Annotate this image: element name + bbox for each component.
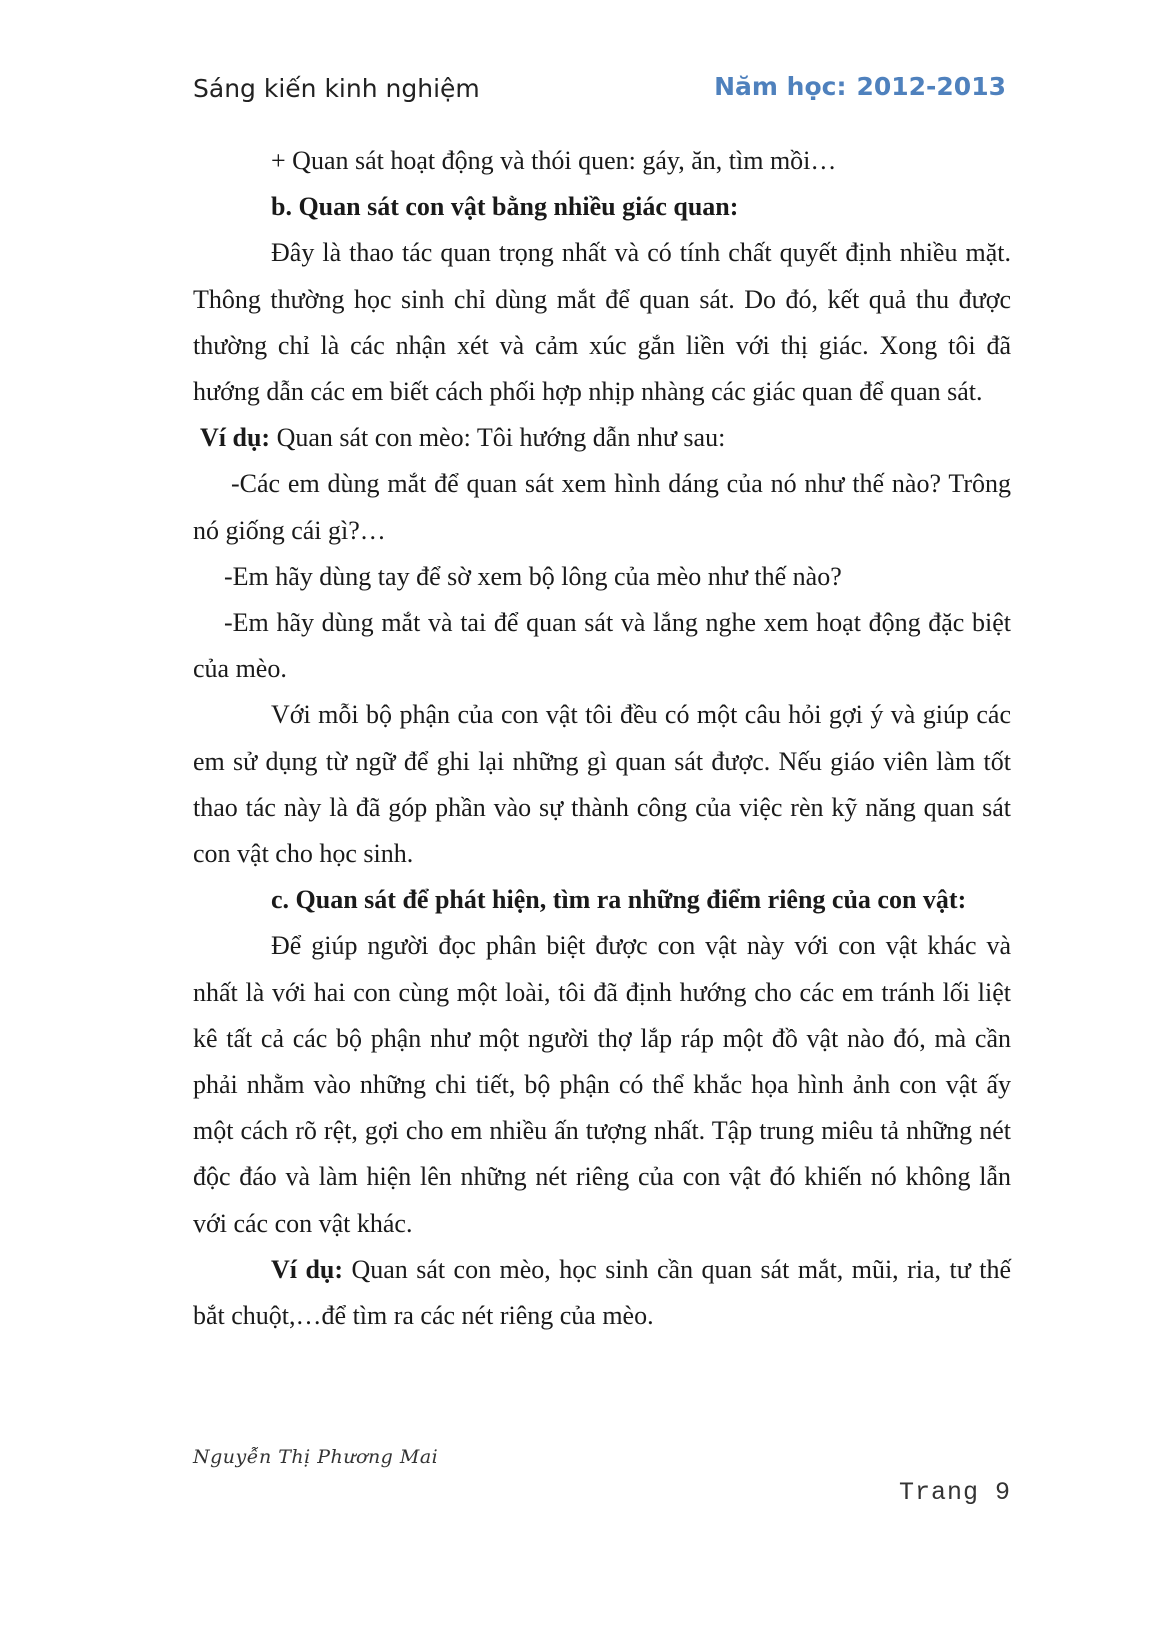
example-1-label: Ví dụ: bbox=[200, 423, 271, 453]
paragraph-b2: Với mỗi bộ phận của con vật tôi đều có một câu hỏi gợi ý và giúp các em sử dụng từ ngữ để ghi lại những gì quan sát được. Nếu giáo viên làm tốt thao tác này là đã góp phần vào sự thành công của việc rèn kỹ năng quan sát con vật cho học sinh. bbox=[193, 700, 1011, 869]
example-1 bbox=[193, 415, 1011, 461]
page-number: Trang 9 bbox=[898, 1478, 1011, 1507]
section-heading-b: b. Quan sát con vật bằng nhiều giác quan: bbox=[271, 192, 739, 222]
paragraph-c1: Để giúp người đọc phân biệt được con vật này với con vật khác và nhất là với hai con cùng một loài, tôi đã định hướng cho các em tránh lối liệt kê tất cả các bộ phận như một người thợ lắp ráp một đồ vật nào đó, mà cần phải nhằm vào những chi tiết, bộ phận có thể khắc họa hình ảnh con vật ấy một cách rõ rệt, gợi cho em nhiều ấn tượng nhất. Tập trung miêu tả những nét độc đáo và làm hiện lên những nét riêng của con vật đó khiến nó không lẫn với các con vật khác. bbox=[193, 931, 1011, 1238]
author-signature: Nguyễn Thị Phương Mai bbox=[193, 1446, 439, 1468]
page-header bbox=[193, 74, 1011, 114]
example-2-label: Ví dụ: bbox=[271, 1254, 344, 1284]
header-school-year bbox=[714, 72, 1006, 101]
header-title: Sáng kiến kinh nghiệm bbox=[193, 74, 480, 103]
school-year-value: 2012-2013 bbox=[856, 72, 1006, 101]
section-heading-c: c. Quan sát để phát hiện, tìm ra những điểm riêng của con vật: bbox=[271, 885, 967, 915]
paragraph-b1: Đây là thao tác quan trọng nhất và có tính chất quyết định nhiều mặt. Thông thường học sinh chỉ dùng mắt để quan sát. Do đó, kết quả thu được thường chỉ là các nhận xét và cảm xúc gắn liền với thị giác. Xong tôi đã hướng dẫn các em biết cách phối hợp nhịp nhàng các giác quan để quan sát. bbox=[193, 238, 1011, 407]
observe-activity-line: + Quan sát hoạt động và thói quen: gáy, ăn, tìm mồi… bbox=[271, 146, 837, 175]
question-3: -Em hãy dùng mắt và tai để quan sát và lắng nghe xem hoạt động đặc biệt của mèo. bbox=[193, 608, 1011, 684]
question-2: -Em hãy dùng tay để sờ xem bộ lông của mèo như thế nào? bbox=[224, 561, 842, 591]
question-1: -Các em dùng mắt để quan sát xem hình dáng của nó như thế nào? Trông nó giống cái gì?… bbox=[193, 469, 1011, 545]
document-body bbox=[193, 138, 1011, 1339]
example-2-text: Quan sát con mèo, học sinh cần quan sát mắt, mũi, ria, tư thế bắt chuột,…để tìm ra các nét riêng của mèo. bbox=[193, 1254, 1012, 1331]
school-year-label: Năm học: bbox=[714, 72, 847, 101]
example-2 bbox=[193, 1247, 1011, 1339]
example-1-text: Quan sát con mèo: Tôi hướng dẫn như sau: bbox=[270, 423, 726, 453]
